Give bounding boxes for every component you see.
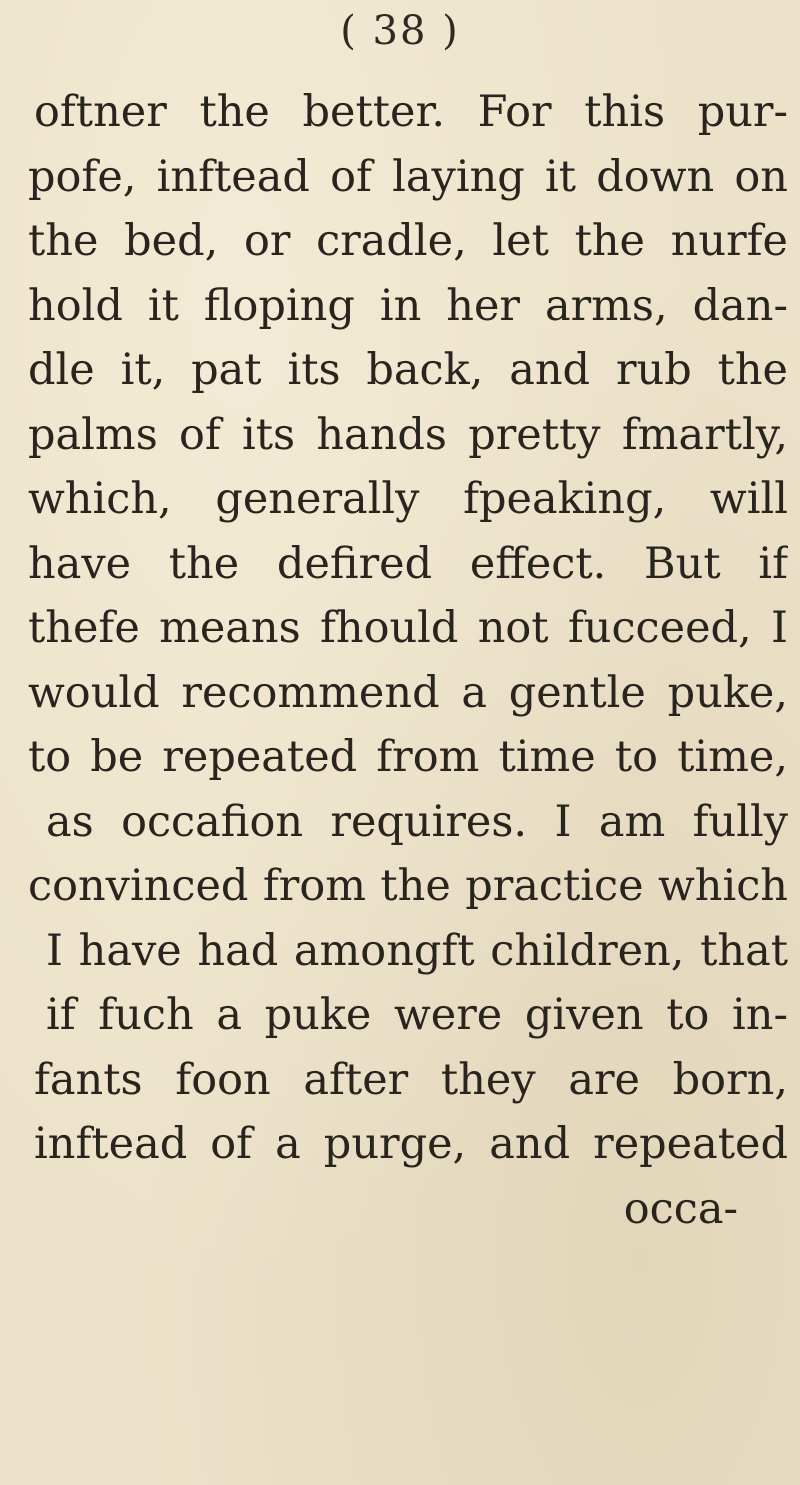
text-line-3: the bed, or cradle, let the nurfe <box>28 216 788 266</box>
text-line-4: hold it floping in her arms, dan- <box>28 280 788 331</box>
text-line-17: inftead of a purge, and repeated <box>34 1119 788 1169</box>
text-line-11: to be repeated from time to time, <box>28 732 788 782</box>
text-line-9: thefe means fhould not fucceed, I <box>28 603 788 653</box>
text-line-2: pofe, inftead of laying it down on <box>28 151 788 202</box>
body-text <box>28 80 788 1241</box>
text-line-15: if fuch a puke were given to in- <box>46 990 788 1040</box>
text-line-10: would recommend a gentle puke, <box>28 667 788 718</box>
text-line-12: as occafion requires. I am fully <box>46 796 788 847</box>
text-line-6: palms of its hands pretty fmartly, <box>28 409 788 460</box>
text-line-13: convinced from the practice which <box>28 861 788 911</box>
text-line-14: I have had amongft children, that <box>46 925 788 976</box>
catchword: occa- <box>623 1183 738 1234</box>
text-line-7: which, generally fpeaking, will <box>28 474 788 524</box>
text-line-5: dle it, pat its back, and rub the <box>28 345 788 395</box>
page-number: ( 38 ) <box>340 8 460 54</box>
text-line-16: fants foon after they are born, <box>34 1054 788 1105</box>
text-line-1: oftner the better. For this pur- <box>34 87 788 137</box>
text-line-8: have the defired effect. But if <box>28 538 788 589</box>
